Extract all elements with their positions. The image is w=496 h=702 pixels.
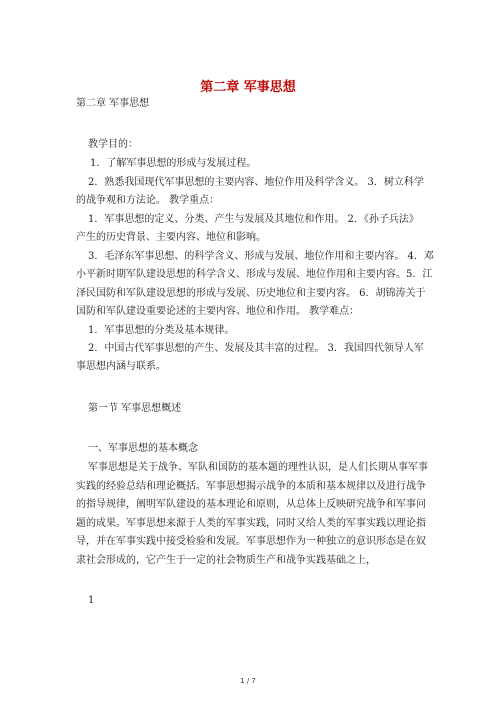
- goal-item-1: 1．了解军事思想的形成与发展过程。: [90, 158, 257, 169]
- inline-page-number: 1: [88, 595, 95, 606]
- teaching-goal-label: 教学目的：: [88, 139, 138, 150]
- key-item-5-cont: 泽民国防和军队建设思想的形成与发展、历史地位和主要内容。 6．胡锦涛关于: [76, 288, 426, 299]
- key-item-3-cont: 小平新时期军队建设思想的科学含义、形成与发展、地位作用和主要内容。5．江: [76, 269, 433, 280]
- body-line-1: 军事思想是关于战争、军队和国防的基本题的理性认识，是人们长期从事军事: [88, 462, 428, 473]
- key-item-1: 1．军事思想的定义、分类、产生与发展及其地位和作用。 2．《孙子兵法》: [88, 214, 419, 225]
- key-item-6-cont: 国防和军队建设重要论述的主要内容、地位和作用。 教学难点：: [76, 306, 360, 317]
- chapter-heading: 第二章 军事思想: [76, 98, 150, 109]
- difficulty-item-2: 2．中国古代军事思想的产生、发展及其丰富的过程。 3．我国四代领导人军: [88, 343, 424, 354]
- page-indicator: 1 / 7: [240, 677, 256, 685]
- difficulty-item-2-cont: 事思想内涵与联系。: [76, 361, 166, 372]
- body-line-3: 的指导规律，阐明军队建设的基本理论和原则，从总体上反映研究战争和军事问: [76, 499, 426, 510]
- chapter-title: 第二章 军事思想: [200, 80, 296, 95]
- body-line-4: 题的成果。军事思想来源于人类的军事实践，同时又给人类的军事实践以理论指: [76, 518, 426, 529]
- difficulty-item-1: 1．军事思想的分类及基本规律。: [88, 325, 235, 336]
- section-heading: 第一节 军事思想概述: [88, 403, 182, 414]
- key-item-3: 3．毛泽东军事思想、的科学含义、形成与发展、地位作用和主要内容。 4．邓: [88, 251, 434, 262]
- body-line-5: 导，并在军事实践中接受检验和发展。军事思想作为一种独立的意识形态是在奴: [76, 536, 426, 547]
- body-line-2: 实践的经验总结和理论概括。军事思想揭示战争的本质和基本规律以及进行战争: [76, 481, 426, 492]
- goal-item-2: 2．熟悉我国现代军事思想的主要内容、地位作用及科学含义。 3．树立科学: [88, 177, 424, 188]
- goal-item-2-cont: 的战争观和方法论。 教学重点：: [76, 195, 220, 206]
- body-line-6: 隶社会形成的，它产生于一定的社会物质生产和战争实践基础之上，: [76, 555, 376, 566]
- key-item-1-cont: 产生的历史背景、主要内容、地位和影响。: [76, 232, 266, 243]
- subsection-heading: 一、军事思想的基本概念: [88, 443, 198, 454]
